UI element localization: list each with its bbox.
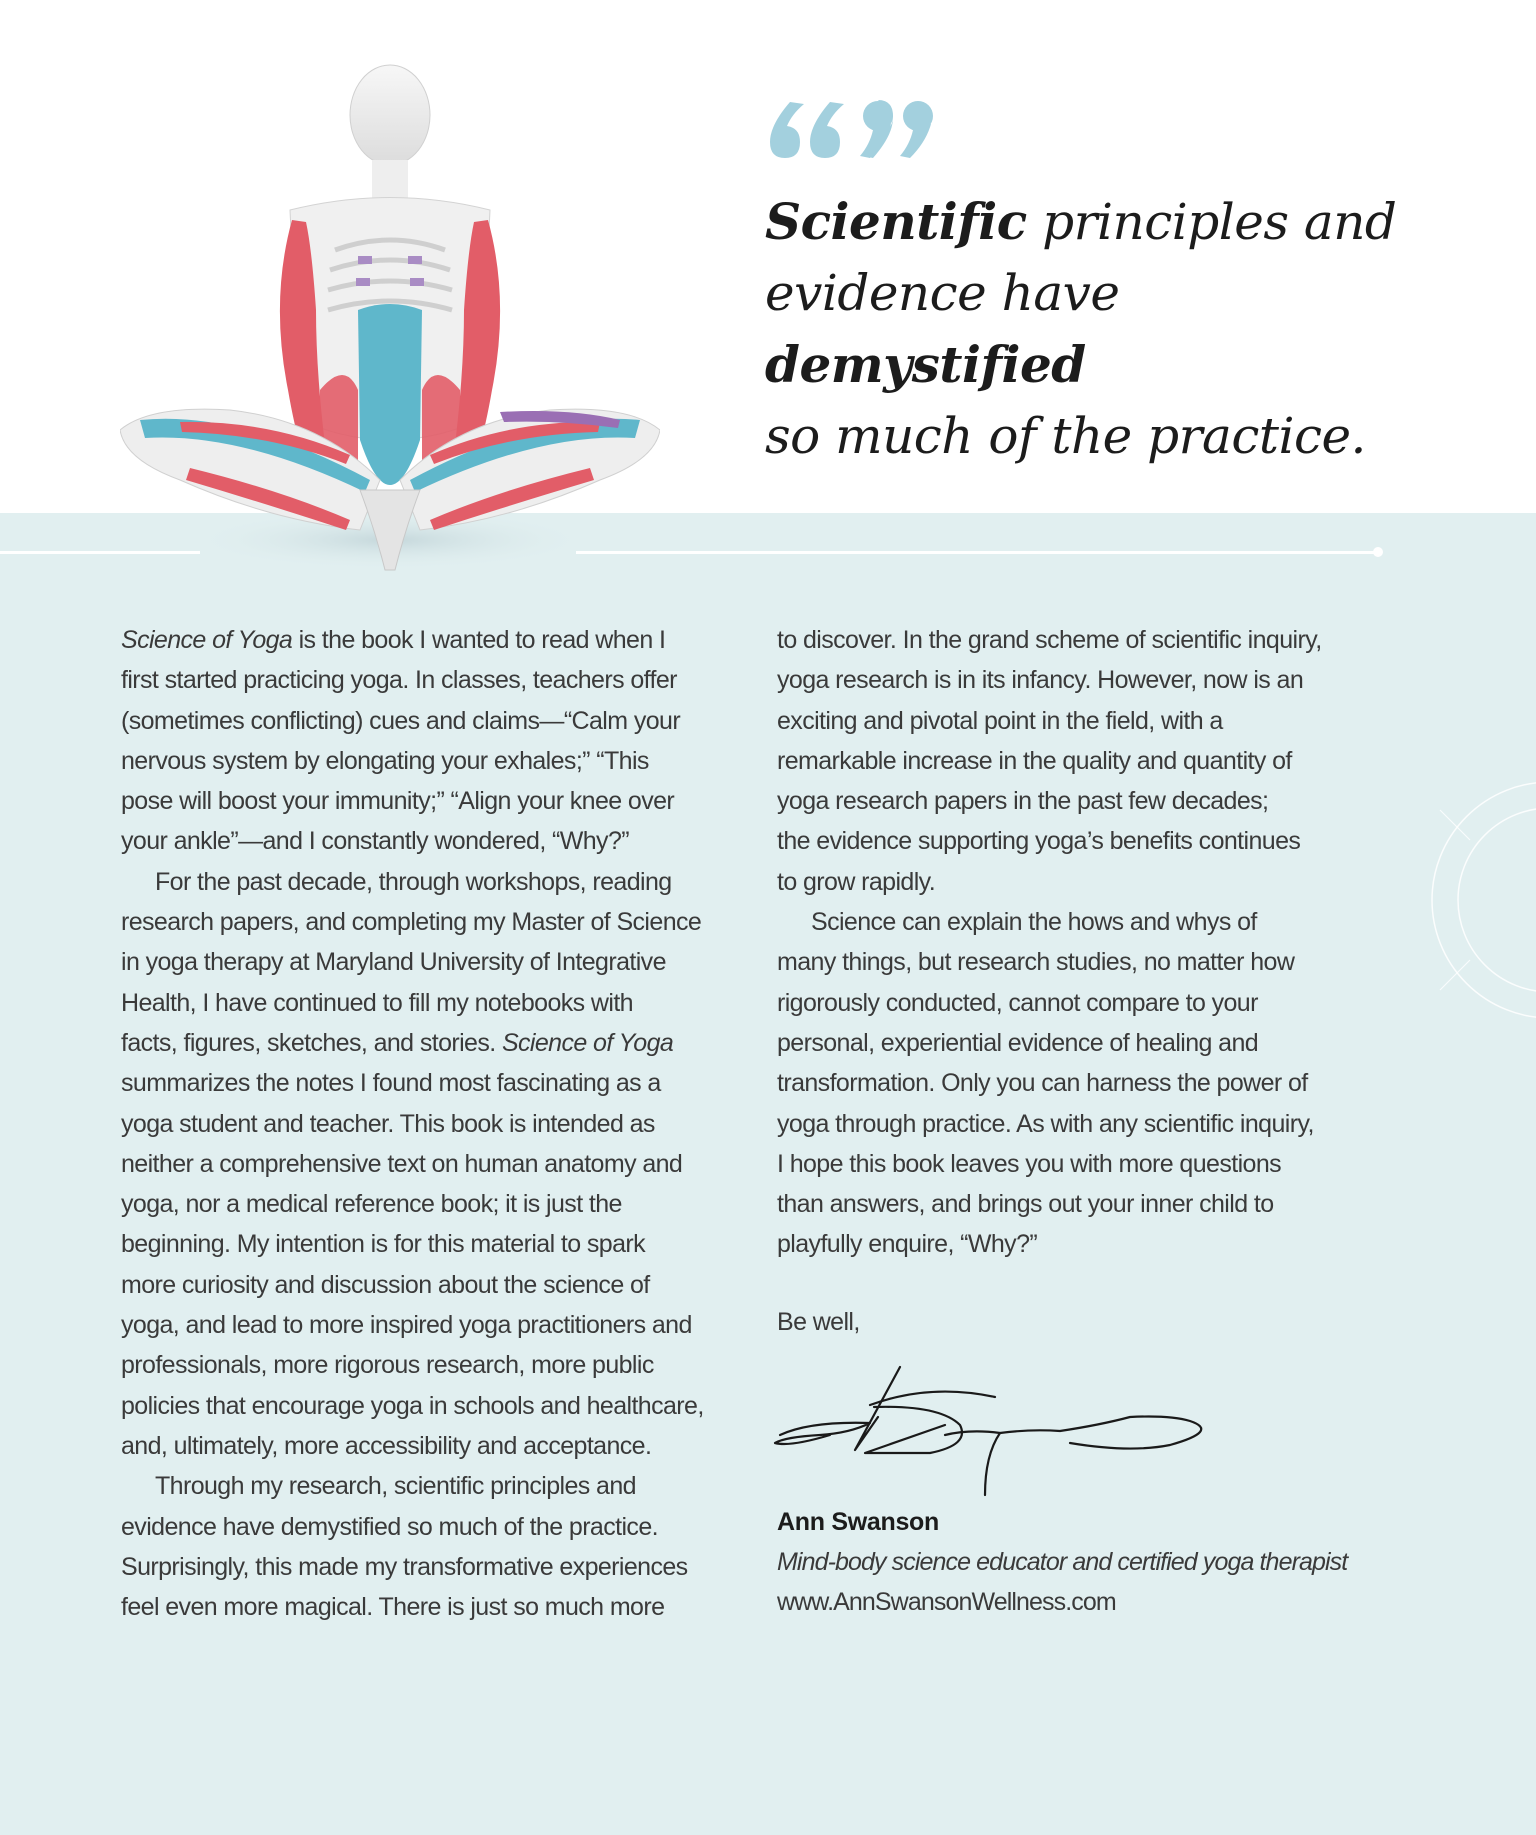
body-text: yoga, nor a medical reference book; it is just the	[121, 1190, 622, 1219]
body-text-line	[121, 741, 761, 781]
divider-end-dot	[1373, 547, 1383, 557]
body-text-line	[121, 1305, 761, 1345]
body-text: rigorously conducted, cannot compare to your	[777, 988, 1258, 1017]
body-text: many things, but research studies, no matter how	[777, 948, 1295, 977]
body-text: neither a comprehensive text on human anatomy and	[121, 1149, 683, 1178]
body-text: to discover. In the grand scheme of scientific inquiry,	[777, 626, 1322, 654]
body-text-line	[121, 1426, 761, 1466]
author-name: Ann Swanson	[777, 1508, 939, 1536]
body-text: beginning. My intention is for this material to spark	[121, 1230, 646, 1259]
body-text-line	[121, 1386, 761, 1426]
body-text-line	[121, 660, 761, 700]
body-text: summarizes the notes I found most fascinating as a	[121, 1069, 661, 1098]
pull-quote-text: so much of the practice.	[765, 407, 1366, 465]
body-column-left	[121, 620, 761, 1627]
pull-quote-bold: demystified	[765, 335, 1086, 394]
pull-quote-text: principles and	[1026, 193, 1397, 251]
divider-line-right	[576, 551, 1378, 554]
pull-quote-line	[765, 258, 1405, 401]
body-text-line	[777, 741, 1417, 781]
body-text-line	[777, 1063, 1417, 1103]
pull-quote-text: evidence have	[765, 264, 1120, 322]
body-text-line	[121, 1587, 761, 1627]
body-text: Through my research, scientific principles and	[155, 1472, 636, 1501]
body-text-line	[121, 862, 761, 902]
body-text-line	[777, 902, 1417, 942]
body-text: yoga research is in its infancy. However, now is an	[777, 666, 1304, 695]
body-text-line	[121, 942, 761, 982]
body-text: yoga, and lead to more inspired yoga practitioners and	[121, 1311, 692, 1340]
body-text-line	[777, 701, 1417, 741]
body-text-line	[121, 1265, 761, 1305]
body-text: transformation. Only you can harness the power of	[777, 1069, 1308, 1098]
body-text-line	[121, 1507, 761, 1547]
author-website-link[interactable]: www.AnnSwansonWellness.com	[777, 1588, 1116, 1616]
pull-quote-line	[765, 401, 1405, 472]
body-text: nervous system by elongating your exhales;” “This	[121, 746, 649, 775]
author-title: Mind-body science educator and certified yoga therapist	[777, 1548, 1348, 1576]
body-text-line	[121, 701, 761, 741]
body-text: For the past decade, through workshops, reading	[155, 867, 672, 896]
body-text-line	[121, 620, 761, 660]
body-text: professionals, more rigorous research, more public	[121, 1351, 654, 1380]
body-text-line	[777, 781, 1417, 821]
body-text-line	[777, 1023, 1417, 1063]
body-text: pose will boost your immunity;” “Align your knee over	[121, 787, 675, 816]
body-text: evidence have demystified so much of the practice.	[121, 1512, 658, 1541]
pull-quote	[765, 186, 1405, 472]
body-text: the evidence supporting yoga’s benefits continues	[777, 827, 1301, 856]
body-text: Science can explain the hows and whys of	[811, 908, 1257, 937]
body-text-line	[777, 821, 1417, 861]
body-text-line	[777, 620, 1417, 660]
pull-quote-bold: Scientific	[765, 192, 1027, 251]
quotation-marks-icon	[760, 80, 950, 170]
body-text-line	[777, 1184, 1417, 1224]
body-text: first started practicing yoga. In classes, teachers offer	[121, 666, 677, 695]
body-text: playfully enquire, “Why?”	[777, 1230, 1038, 1259]
decorative-circles-icon	[1420, 780, 1536, 1020]
book-title-italic: Science of Yoga	[121, 626, 293, 654]
body-text: research papers, and completing my Master of Science	[121, 908, 702, 937]
body-text-line	[121, 1144, 761, 1184]
book-title-italic: Science of Yoga	[501, 1028, 674, 1057]
body-text: more curiosity and discussion about the science of	[121, 1270, 650, 1299]
body-text: facts, figures, sketches, and stories.	[121, 1028, 502, 1057]
body-text: (sometimes conflicting) cues and claims—“Calm your	[121, 706, 681, 735]
body-text-line	[121, 983, 761, 1023]
sign-off: Be well,	[777, 1308, 860, 1336]
body-text-line	[777, 660, 1417, 700]
body-text-line	[777, 1224, 1417, 1264]
body-text: feel even more magical. There is just so much more	[121, 1593, 665, 1622]
handwritten-signature-icon	[770, 1365, 1240, 1500]
body-text-line	[121, 1184, 761, 1224]
body-text-line	[121, 1224, 761, 1264]
body-text-line	[121, 1023, 761, 1063]
body-column-right	[777, 620, 1417, 1265]
body-text-line	[121, 1466, 761, 1506]
anatomical-yoga-figure-illustration	[120, 60, 660, 580]
body-text-line	[777, 942, 1417, 982]
body-text-line	[121, 902, 761, 942]
body-text: exciting and pivotal point in the field, with a	[777, 706, 1223, 735]
body-text: I hope this book leaves you with more questions	[777, 1149, 1282, 1178]
body-text-line	[121, 1547, 761, 1587]
body-text: in yoga therapy at Maryland University of Integrative	[121, 948, 666, 977]
body-text: to grow rapidly.	[777, 867, 936, 896]
body-text: and, ultimately, more accessibility and acceptance.	[121, 1431, 652, 1460]
body-text: than answers, and brings out your inner child to	[777, 1190, 1274, 1219]
body-text-line	[121, 821, 761, 861]
body-text-line	[777, 1144, 1417, 1184]
body-text-line	[121, 1345, 761, 1385]
pull-quote-line	[765, 186, 1405, 258]
body-text: remarkable increase in the quality and quantity of	[777, 746, 1292, 775]
body-text: your ankle”—and I constantly wondered, “Why?”	[121, 827, 629, 856]
body-text-line	[121, 1063, 761, 1103]
body-text-line	[121, 781, 761, 821]
body-text: Health, I have continued to fill my notebooks with	[121, 988, 633, 1017]
body-text-line	[777, 1104, 1417, 1144]
body-text: is the book I wanted to read when I	[292, 626, 666, 654]
body-text: yoga student and teacher. This book is intended as	[121, 1109, 655, 1138]
body-text: yoga research papers in the past few decades;	[777, 787, 1269, 816]
body-text: yoga through practice. As with any scientific inquiry,	[777, 1109, 1314, 1138]
body-text: personal, experiential evidence of healing and	[777, 1028, 1259, 1057]
body-text-line	[121, 1104, 761, 1144]
body-text-line	[777, 862, 1417, 902]
body-text: Surprisingly, this made my transformative experiences	[121, 1552, 688, 1581]
body-text-line	[777, 983, 1417, 1023]
body-text: policies that encourage yoga in schools and healthcare,	[121, 1391, 704, 1420]
